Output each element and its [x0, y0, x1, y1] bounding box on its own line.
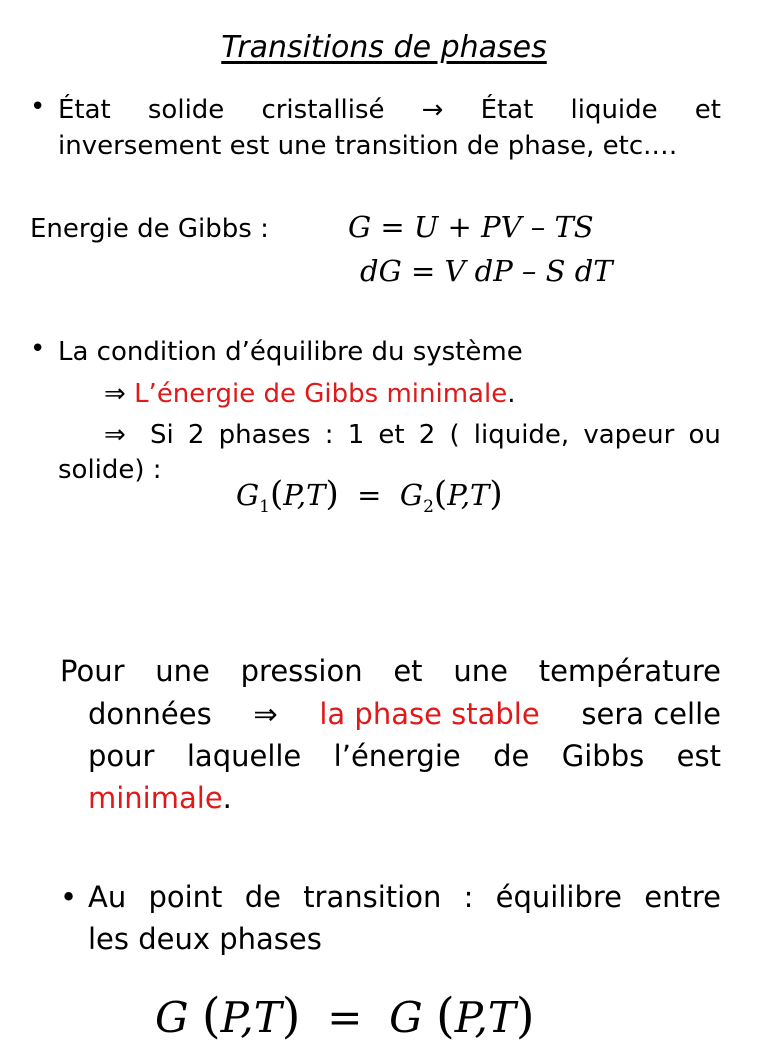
word: point: [148, 880, 223, 914]
word: laquelle: [186, 739, 302, 773]
implies-icon: ⇒: [104, 379, 126, 409]
word: Pour: [60, 654, 125, 688]
bullet-marker: •: [30, 92, 46, 122]
word: l’énergie: [333, 739, 461, 773]
bullet2-line2: [104, 376, 515, 412]
paragraph-line4: [88, 777, 232, 820]
word: sera celle: [581, 697, 721, 731]
word: une: [155, 654, 210, 688]
bullet2-line4: solide) :: [58, 455, 162, 485]
gibbs-equation: G = U + PV – TS: [348, 210, 594, 244]
word: est: [676, 739, 721, 773]
implies-icon: ⇒: [104, 420, 126, 450]
word: 2: [418, 420, 436, 450]
word: vapeur: [583, 420, 675, 450]
bullet-marker: •: [30, 334, 46, 364]
word: État: [58, 95, 111, 125]
gibbs-differential: dG = V dP – S dT: [360, 254, 613, 288]
word: et: [378, 420, 405, 450]
word: température: [538, 654, 721, 688]
bullet2-line1: La condition d’équilibre du système: [58, 337, 523, 367]
word: de: [244, 880, 281, 914]
bullet3-line1: [88, 876, 721, 919]
implies-icon: ⇒: [253, 697, 278, 731]
highlight-text: la phase stable: [319, 697, 540, 731]
highlight-text: L’énergie de Gibbs minimale: [134, 379, 508, 409]
word: pour: [88, 739, 155, 773]
word: entre: [644, 880, 721, 914]
gibbs-label: Energie de Gibbs :: [30, 214, 269, 244]
paragraph-line1: [60, 650, 721, 693]
equation-args: P,T: [220, 993, 282, 1042]
word: :: [463, 880, 474, 914]
equation-args: P,T: [447, 478, 490, 512]
word: une: [453, 654, 508, 688]
bullet1-line2: inversement est une transition de phase, etc.…: [58, 131, 678, 161]
bullet1-line1: [58, 92, 721, 128]
word: ou: [688, 420, 721, 450]
gibbs-symbol: G: [236, 478, 260, 512]
word: de: [493, 739, 530, 773]
highlight-text: minimale: [88, 781, 223, 815]
word: liquide: [570, 95, 658, 125]
word: et: [694, 95, 721, 125]
punctuation: .: [507, 379, 516, 409]
bullet2-line3: [150, 417, 721, 453]
word: cristallisé: [261, 95, 385, 125]
punctuation: .: [222, 781, 232, 815]
word: 2: [187, 420, 205, 450]
equation-args: P,T: [283, 478, 326, 512]
subscript: 2: [423, 496, 434, 517]
subscript: 1: [259, 496, 270, 517]
page-title: Transitions de phases: [221, 30, 547, 65]
word: liquide,: [473, 420, 570, 450]
gibbs-symbol: G: [399, 478, 424, 512]
gibbs-symbol: G: [155, 993, 189, 1042]
word: Si: [150, 420, 174, 450]
gibbs-symbol: G: [389, 993, 423, 1042]
word: (: [449, 420, 460, 450]
arrow-glyph: →: [421, 95, 444, 125]
word: phases: [218, 420, 311, 450]
word: pression: [240, 654, 363, 688]
paragraph-line2: [88, 693, 721, 736]
word: et: [393, 654, 423, 688]
equilibrium-equation: $G_1(P,T) = G_2(P,T)$: [236, 474, 503, 517]
bullet3-line2: les deux phases: [88, 922, 322, 956]
equals-sign: =: [357, 478, 382, 512]
word: données: [88, 697, 212, 731]
word: transition: [303, 880, 442, 914]
equals-sign: =: [327, 993, 363, 1042]
word: État: [480, 95, 534, 125]
word: :: [324, 420, 334, 450]
bullet2-arrow: [104, 417, 126, 453]
word: solide: [147, 95, 225, 125]
equation-args: P,T: [454, 993, 516, 1042]
word: Au: [88, 880, 127, 914]
word: équilibre: [495, 880, 622, 914]
bullet-marker: •: [60, 880, 78, 914]
word: Gibbs: [561, 739, 645, 773]
paragraph-line3: [88, 735, 721, 778]
transition-equation: G (P,T) = G (P,T): [155, 988, 535, 1044]
word: 1: [347, 420, 365, 450]
